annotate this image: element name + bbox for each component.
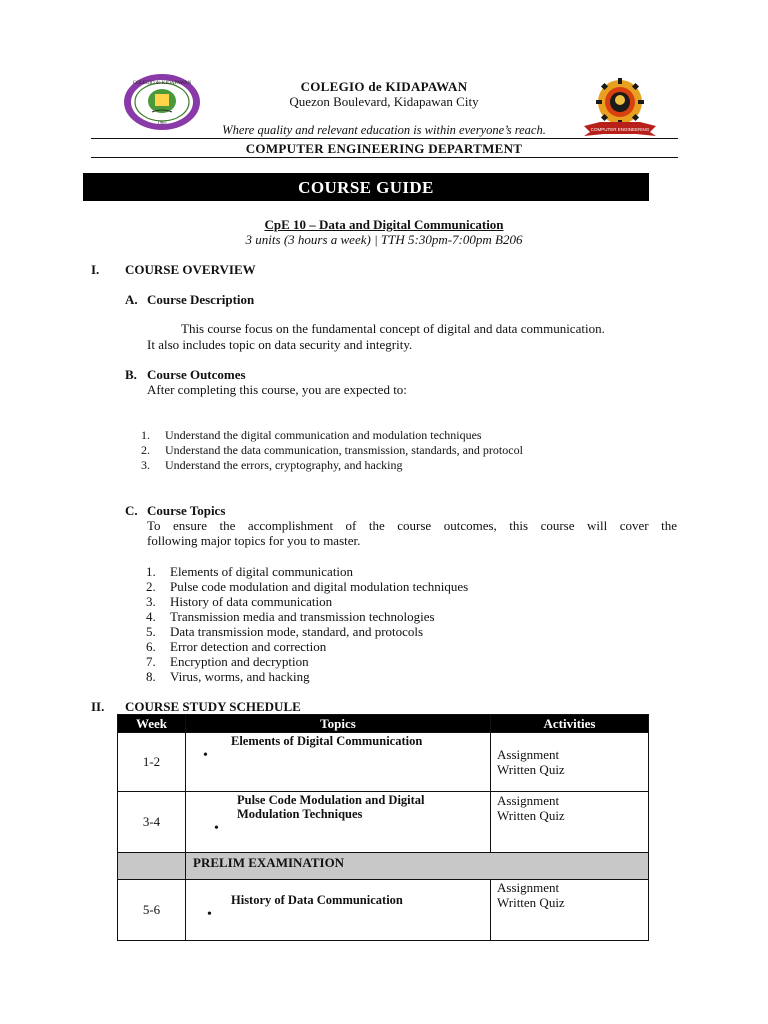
list-item: 3. Understand the errors, cryptography, and hacking	[141, 458, 403, 472]
activities-cell	[491, 880, 649, 941]
subsection-title-topics: Course Topics	[147, 503, 226, 518]
section-number: II.	[91, 699, 105, 714]
header-divider-top	[91, 138, 678, 139]
activity-item: Assignment	[497, 880, 560, 895]
description-line-2: It also includes topic on data security and integrity.	[147, 337, 413, 352]
school-address: Quezon Boulevard, Kidapawan City	[289, 94, 479, 109]
section-title-overview: COURSE OVERVIEW	[125, 262, 256, 277]
table-row	[118, 880, 649, 941]
list-item: 7. Encryption and decryption	[146, 654, 309, 669]
activity-item: Written Quiz	[497, 808, 565, 823]
exam-week-cell	[118, 853, 186, 880]
topic-cell	[186, 880, 491, 941]
topic-bullet: •	[214, 821, 219, 836]
topics-intro-line-2: following major topics for you to master.	[147, 533, 361, 548]
course-code-title: CpE 10 – Data and Digital Communication	[264, 217, 504, 232]
seal-text: COLEGIO de KIDAPAWAN	[132, 81, 192, 86]
activity-item: Written Quiz	[497, 762, 565, 777]
list-item: 1. Understand the digital communication and modulation techniques	[141, 428, 482, 442]
list-item: 1. Elements of digital communication	[146, 564, 354, 579]
school-name: COLEGIO de KIDAPAWAN	[300, 79, 468, 94]
header-topics: Topics	[186, 715, 491, 733]
list-item: 8. Virus, worms, and hacking	[146, 669, 310, 684]
list-item: 6. Error detection and correction	[146, 639, 327, 654]
topic-cell	[186, 792, 491, 853]
list-item: 3. History of data communication	[146, 594, 333, 609]
list-item: 5. Data transmission mode, standard, and protocols	[146, 624, 424, 639]
schedule-table	[117, 714, 649, 941]
week-cell: 3-4	[118, 792, 186, 853]
activity-item: Assignment	[497, 793, 560, 808]
department-name: COMPUTER ENGINEERING DEPARTMENT	[245, 141, 523, 156]
topics-intro-line-1: To ensure the accomplishment of the course outcomes, this course will cover the	[147, 518, 677, 533]
course-units-schedule: 3 units (3 hours a week) | TTH 5:30pm-7:00pm B206	[245, 232, 523, 247]
activity-item: Assignment	[497, 747, 560, 762]
section-number: I.	[91, 262, 100, 277]
course-guide-banner: COURSE GUIDE	[83, 173, 649, 201]
school-tagline: Where quality and relevant education is within everyone’s reach.	[222, 123, 546, 137]
table-row	[118, 792, 649, 853]
activity-item: Written Quiz	[497, 895, 565, 910]
topic-bullet: •	[203, 748, 208, 763]
topic-title: Elements of Digital Communication	[231, 734, 423, 748]
topic-title-line-2: Modulation Techniques	[237, 807, 363, 821]
activities-cell	[491, 733, 649, 792]
logo-banner-text: COMPUTER ENGINEERING	[590, 127, 650, 132]
description-line-1: This course focus on the fundamental concept of digital and data communication.	[181, 321, 605, 336]
seal-year: 1965	[157, 120, 167, 125]
subsection-title-outcomes: Course Outcomes	[147, 367, 246, 382]
outcomes-intro: After completing this course, you are expected to:	[147, 382, 407, 397]
list-item: 4. Transmission media and transmission technologies	[146, 609, 435, 624]
activities-cell	[491, 792, 649, 853]
table-header-row	[118, 715, 649, 733]
table-row	[118, 733, 649, 792]
subsection-letter: B.	[125, 367, 137, 382]
list-item: 2. Pulse code modulation and digital modulation techniques	[146, 579, 469, 594]
subsection-letter: A.	[125, 292, 138, 307]
exam-label: PRELIM EXAMINATION	[186, 853, 649, 880]
section-title-schedule: COURSE STUDY SCHEDULE	[125, 699, 301, 714]
subsection-letter: C.	[125, 503, 138, 518]
header-divider-bottom	[91, 157, 678, 158]
topic-title-line-1: Pulse Code Modulation and Digital	[237, 793, 425, 807]
week-cell: 1-2	[118, 733, 186, 792]
topic-bullet: •	[207, 907, 212, 922]
header-week: Week	[118, 715, 186, 733]
subsection-title-description: Course Description	[147, 292, 255, 307]
table-row-exam	[118, 853, 649, 880]
topic-title: History of Data Communication	[231, 893, 403, 907]
header-activities: Activities	[491, 715, 649, 733]
week-cell: 5-6	[118, 880, 186, 941]
topic-cell	[186, 733, 491, 792]
list-item: 2. Understand the data communication, transmission, standards, and protocol	[141, 443, 523, 457]
